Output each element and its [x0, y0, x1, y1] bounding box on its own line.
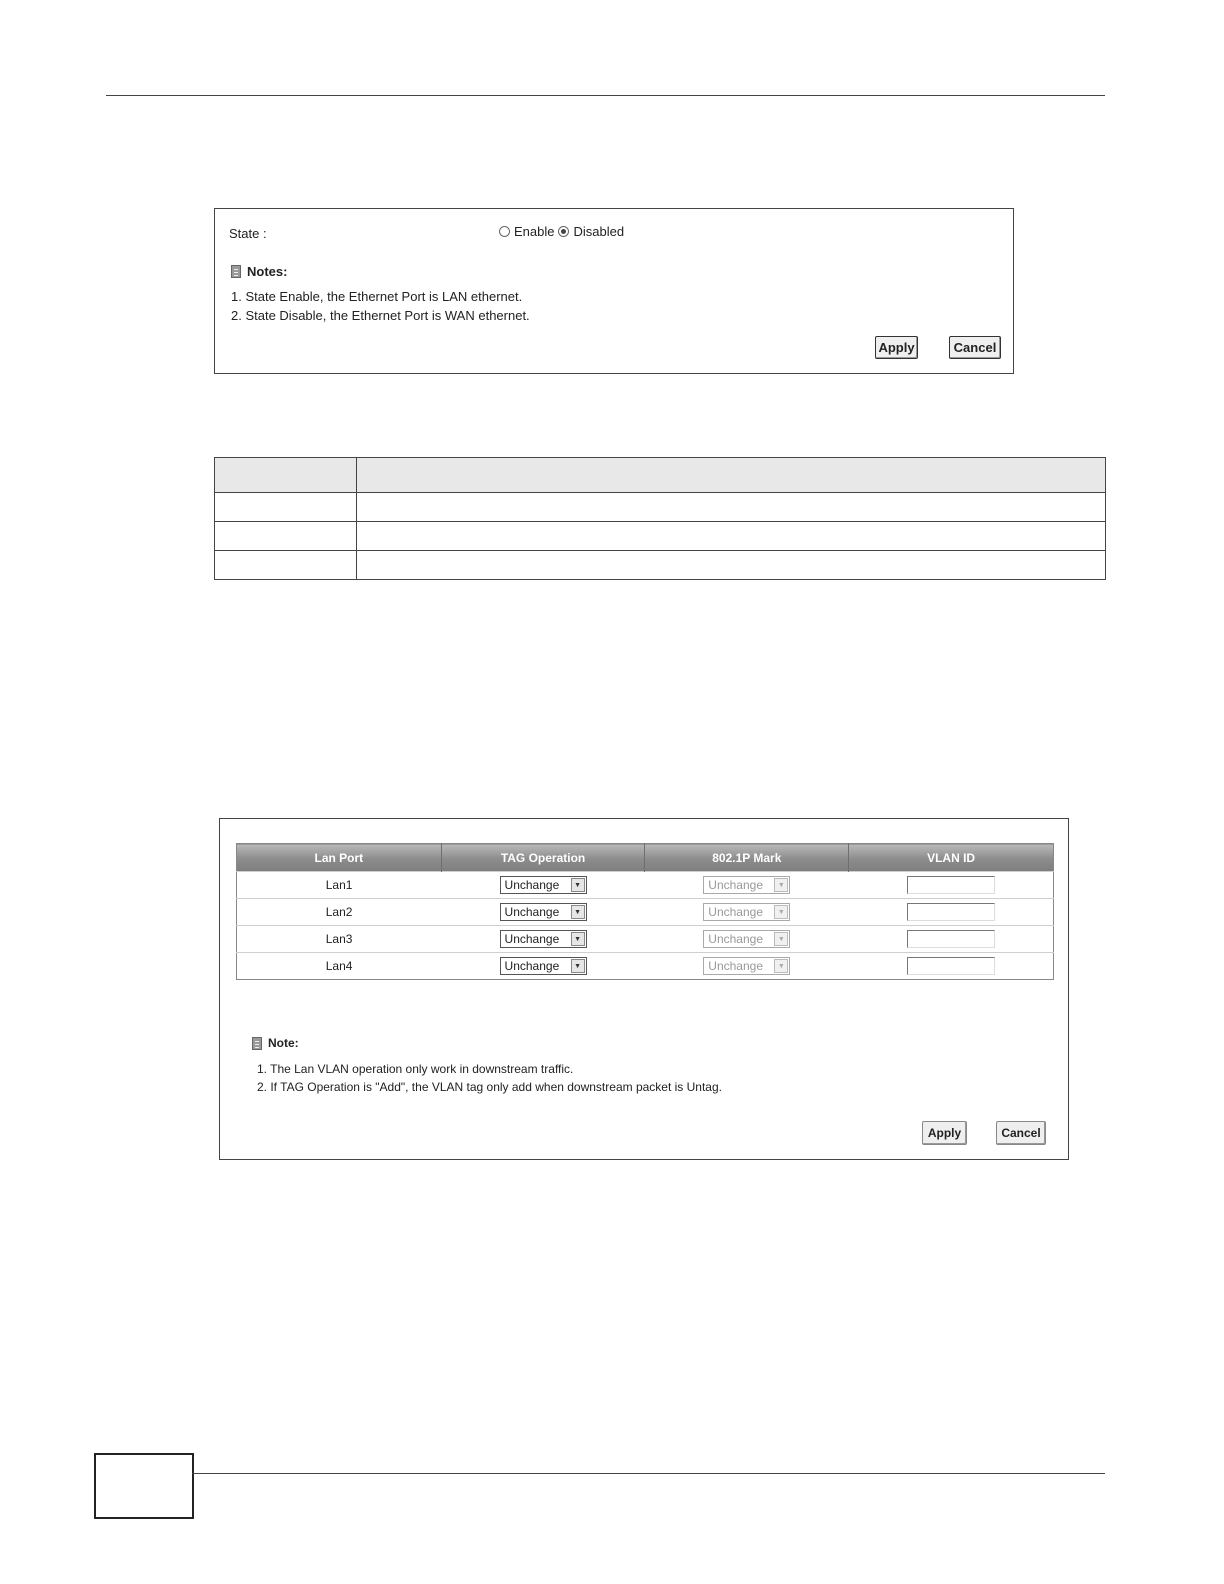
state-panel	[214, 208, 1014, 374]
chevron-down-icon: ▼	[571, 932, 585, 946]
enable-radio-label: Enable	[514, 224, 555, 239]
table-row	[215, 551, 1106, 580]
chevron-down-icon: ▼	[774, 932, 788, 946]
table-cell	[357, 493, 1106, 522]
vlan-id-input[interactable]	[907, 930, 995, 948]
tag-operation-select[interactable]	[500, 930, 587, 948]
select-value: Unchange	[504, 905, 560, 919]
notes-title: Notes:	[247, 264, 288, 279]
table-header-cell	[215, 458, 357, 493]
table-cell	[215, 522, 357, 551]
table-cell	[357, 551, 1106, 580]
chevron-down-icon: ▼	[774, 878, 788, 892]
note-heading	[252, 1036, 299, 1050]
select-value: Unchange	[504, 932, 560, 946]
table-cell	[215, 551, 357, 580]
chevron-down-icon: ▼	[571, 878, 585, 892]
8021p-mark-select	[703, 930, 790, 948]
enable-radio[interactable]	[499, 226, 510, 237]
note-line-2: 2. If TAG Operation is "Add", the VLAN tag only add when downstream packet is Untag.	[257, 1080, 722, 1094]
chevron-down-icon: ▼	[571, 905, 585, 919]
state-radio-group	[499, 224, 628, 239]
notes-heading	[231, 264, 287, 279]
column-header-8021p-mark: 802.1P Mark	[645, 844, 849, 872]
lan-port-label: Lan3	[237, 926, 442, 953]
note-icon	[252, 1037, 262, 1050]
header-rule	[106, 95, 1105, 96]
column-header-lan-port: Lan Port	[237, 844, 442, 872]
note-line-2: 2. State Disable, the Ethernet Port is WAN ethernet.	[231, 308, 530, 323]
tag-operation-select[interactable]	[500, 957, 587, 975]
chevron-down-icon: ▼	[571, 959, 585, 973]
select-value: Unchange	[504, 959, 560, 973]
8021p-mark-select	[703, 903, 790, 921]
select-value: Unchange	[708, 878, 764, 892]
table-row	[237, 899, 1054, 926]
note-title: Note:	[268, 1036, 299, 1050]
column-header-vlan-id: VLAN ID	[849, 844, 1054, 872]
lan-vlan-table	[236, 843, 1054, 980]
table-row	[215, 522, 1106, 551]
apply-button[interactable]: Apply	[922, 1121, 967, 1145]
table-header-row	[215, 458, 1106, 493]
8021p-mark-select	[703, 957, 790, 975]
tag-operation-select[interactable]	[500, 903, 587, 921]
note-icon	[231, 265, 241, 278]
tag-operation-select[interactable]	[500, 876, 587, 894]
lan-port-label: Lan2	[237, 899, 442, 926]
select-value: Unchange	[708, 959, 764, 973]
table-row	[237, 872, 1054, 899]
table-row	[237, 926, 1054, 953]
state-label: State :	[229, 226, 267, 241]
apply-button[interactable]: Apply	[875, 336, 918, 359]
note-line-1: 1. The Lan VLAN operation only work in downstream traffic.	[257, 1062, 574, 1076]
page-number-box	[94, 1453, 194, 1519]
select-value: Unchange	[708, 932, 764, 946]
select-value: Unchange	[708, 905, 764, 919]
disabled-radio-label: Disabled	[573, 224, 625, 239]
vlan-id-input[interactable]	[907, 957, 995, 975]
lan-vlan-panel	[219, 818, 1069, 1160]
table-header-cell	[357, 458, 1106, 493]
cancel-button[interactable]: Cancel	[996, 1121, 1046, 1145]
footer-rule	[192, 1473, 1105, 1474]
note-line-1: 1. State Enable, the Ethernet Port is LAN ethernet.	[231, 289, 523, 304]
8021p-mark-select	[703, 876, 790, 894]
chevron-down-icon: ▼	[774, 905, 788, 919]
lan-port-label: Lan4	[237, 953, 442, 980]
select-value: Unchange	[504, 878, 560, 892]
lan-vlan-header-row	[237, 844, 1054, 872]
vlan-id-input[interactable]	[907, 876, 995, 894]
table-cell	[357, 522, 1106, 551]
table-row	[215, 493, 1106, 522]
table-cell	[215, 493, 357, 522]
cancel-button[interactable]: Cancel	[949, 336, 1001, 359]
lan-port-label: Lan1	[237, 872, 442, 899]
table-row	[237, 953, 1054, 980]
column-header-tag-operation: TAG Operation	[441, 844, 645, 872]
vlan-id-input[interactable]	[907, 903, 995, 921]
disabled-radio[interactable]	[558, 226, 569, 237]
description-table	[214, 457, 1106, 580]
chevron-down-icon: ▼	[774, 959, 788, 973]
